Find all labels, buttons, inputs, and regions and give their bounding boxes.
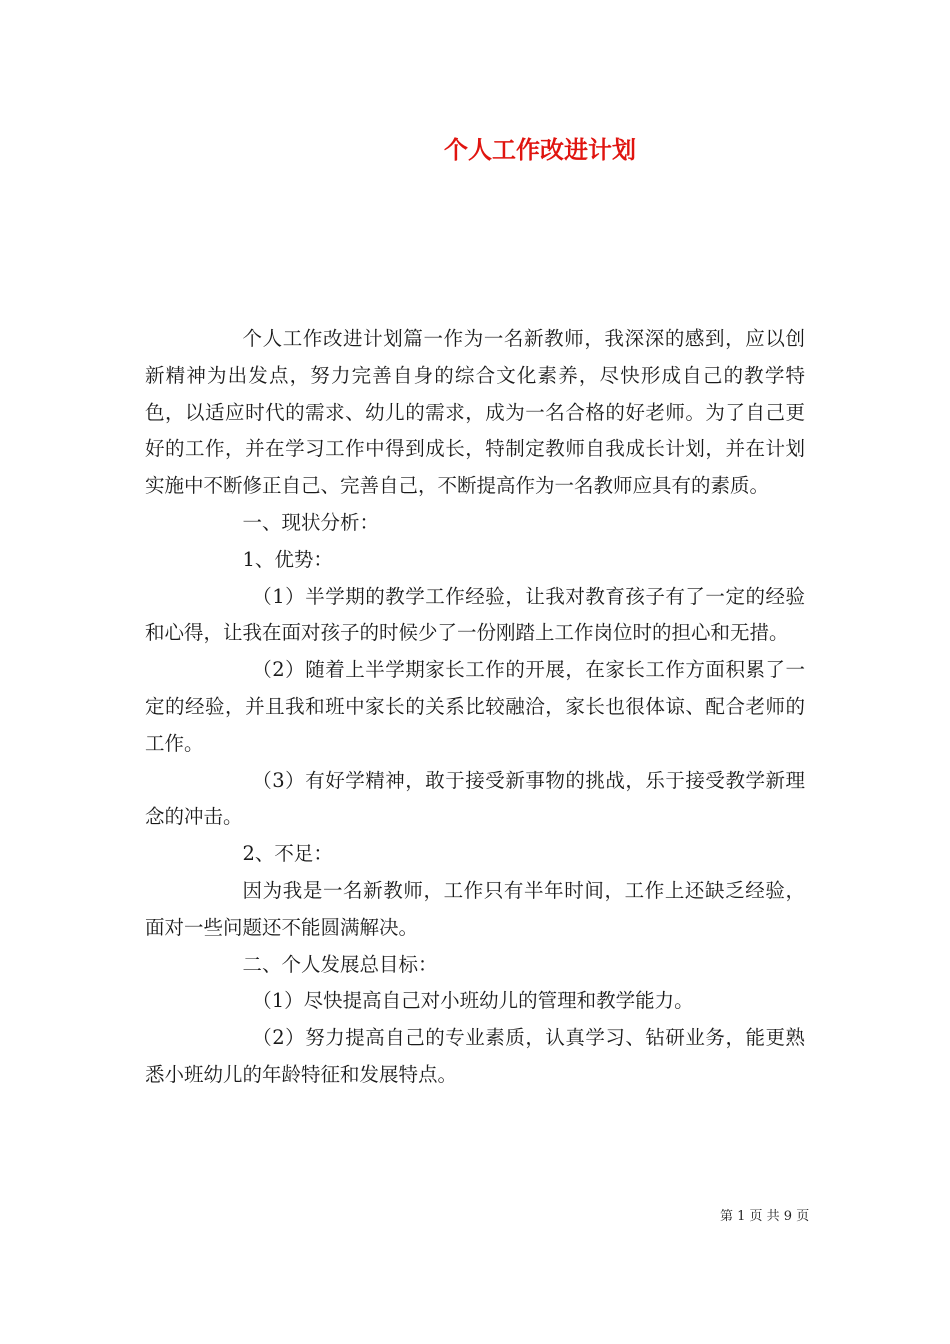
heading-weaknesses: 2、不足： [242,842,333,866]
document-title: 个人工作改进计划 [444,135,636,164]
paragraph-goal-2: （2）努力提高自己的专业素质，认真学习、钻研业务，能更熟悉小班幼儿的年龄特征和发展特点。 [145,1026,805,1086]
document-body [145,321,805,1094]
paragraph-intro: 个人工作改进计划篇一作为一名新教师，我深深的感到，应以创新精神为出发点，努力完善自身的综合文化素养，尽快形成自己的教学特色，以适应时代的需求、幼儿的需求，成为一名合格的好老师。为了自己更好的工作，并在学习工作中得到成长，特制定教师自我成长计划，并在计划实施中不断修正自己、完善自己，不断提高作为一名教师应具有的素质。 [145,327,805,498]
paragraph-strength-2: （2）随着上半学期家长工作的开展，在家长工作方面积累了一定的经验，并且我和班中家长的关系比较融洽，家长也很体谅、配合老师的工作。 [145,658,805,755]
paragraph-goal-1: （1）尽快提高自己对小班幼儿的管理和教学能力。 [252,989,694,1013]
heading-overall-goal: 二、个人发展总目标： [242,952,438,976]
page-footer: 第 1 页 共 9 页 [720,1209,810,1224]
paragraph-weakness: 因为我是一名新教师，工作只有半年时间，工作上还缺乏经验，面对一些问题还不能圆满解决。 [145,878,805,939]
paragraph-strength-1: （1）半学期的教学工作经验，让我对教育孩子有了一定的经验和心得，让我在面对孩子的时候少了一份刚踏上工作岗位时的担心和无措。 [145,584,805,645]
heading-strengths: 1、优势： [242,547,333,571]
heading-status-analysis: 一、现状分析： [242,510,380,534]
paragraph-strength-3: （3）有好学精神，敢于接受新事物的挑战，乐于接受教学新理念的冲击。 [145,768,805,829]
